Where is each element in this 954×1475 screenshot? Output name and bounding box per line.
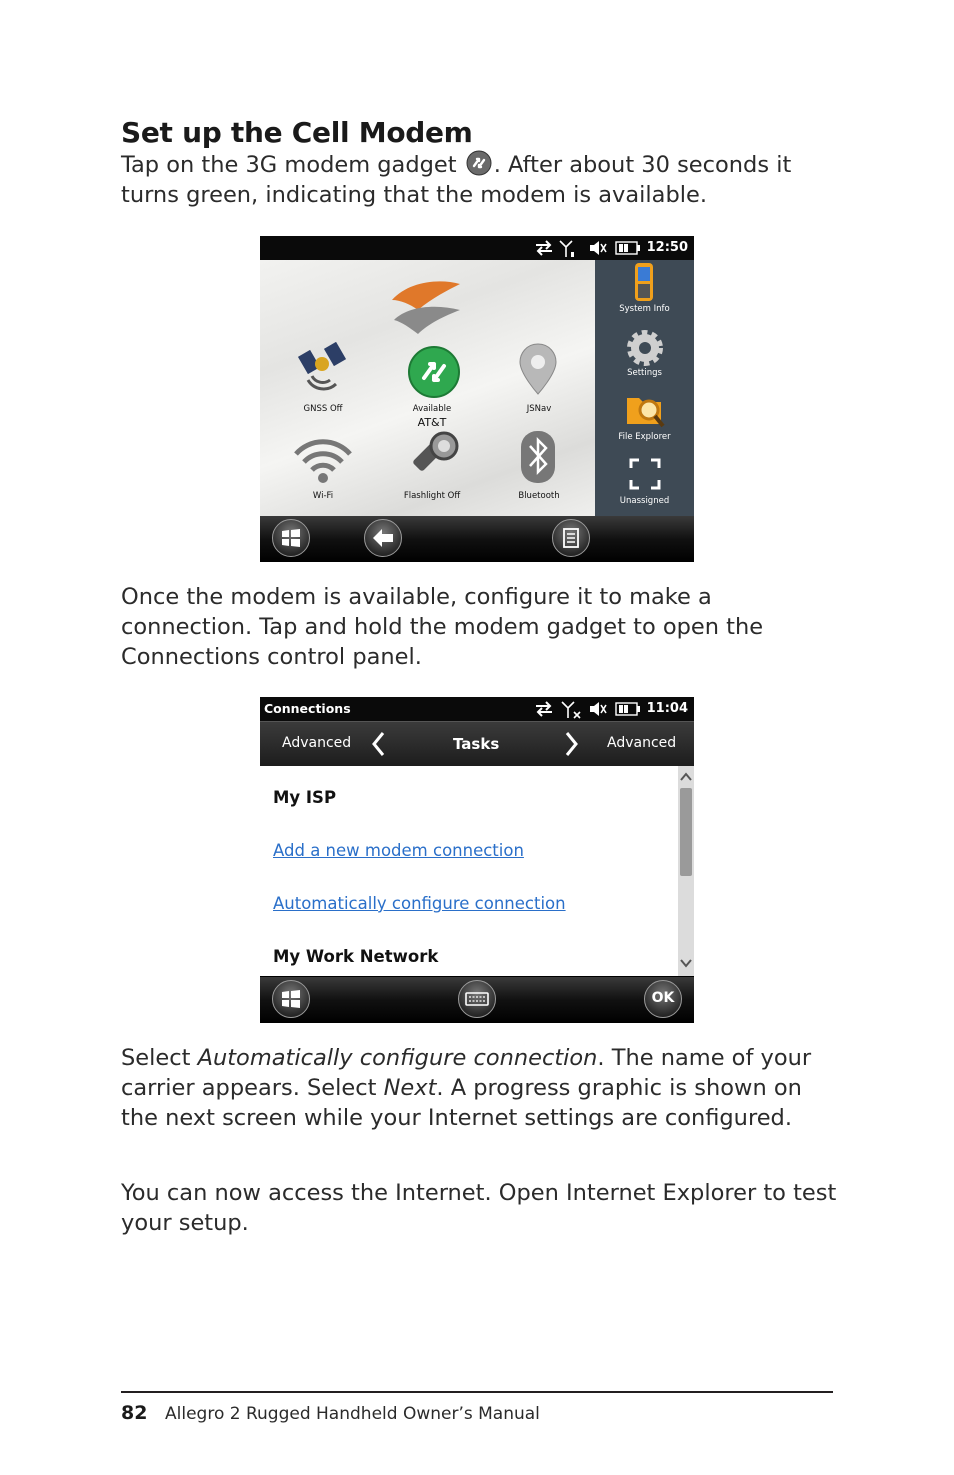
list-heading-my-work-network: My Work Network bbox=[273, 947, 439, 966]
battery-icon bbox=[615, 241, 641, 255]
back-arrow-icon bbox=[365, 520, 401, 556]
start-button[interactable] bbox=[272, 980, 310, 1018]
frame-icon[interactable] bbox=[629, 458, 661, 490]
battery-icon bbox=[615, 702, 641, 716]
scroll-down-icon[interactable] bbox=[679, 956, 693, 970]
intro-text-2: . After about 30 seconds it turns green, indicating that the modem is available. bbox=[121, 152, 792, 208]
sidebar-label-file-explorer: File Explorer bbox=[618, 432, 671, 442]
ok-button[interactable] bbox=[644, 980, 682, 1018]
scroll-thumb[interactable] bbox=[680, 788, 692, 876]
page-heading: Set up the Cell Modem bbox=[121, 116, 473, 149]
para3-emph-2: Next bbox=[383, 1075, 437, 1101]
back-button[interactable] bbox=[364, 519, 402, 557]
para3-text-3: . A progress graphic is shown on the next screen while your Internet settings are configured. bbox=[121, 1075, 802, 1131]
tab-tasks[interactable]: Tasks bbox=[453, 735, 500, 753]
gear-icon[interactable] bbox=[625, 328, 665, 368]
keyboard-button[interactable] bbox=[458, 980, 496, 1018]
chevron-left-icon[interactable] bbox=[370, 730, 386, 758]
paragraph-select bbox=[121, 1043, 841, 1133]
modem-available-icon[interactable] bbox=[408, 346, 460, 398]
menu-button[interactable] bbox=[552, 519, 590, 557]
scroll-up-icon[interactable] bbox=[679, 770, 693, 784]
windows-icon bbox=[273, 981, 309, 1017]
link-add-modem-connection[interactable]: Add a new modem connection bbox=[273, 841, 524, 860]
device-icon[interactable] bbox=[633, 262, 655, 302]
folder-search-icon[interactable] bbox=[625, 390, 665, 430]
tab-advanced-left[interactable]: Advanced bbox=[282, 735, 352, 751]
gadget-label-flashlight: Flashlight Off bbox=[403, 491, 461, 501]
para3-text-2: . The name of your carrier appears. Select bbox=[121, 1045, 812, 1101]
bluetooth-icon[interactable] bbox=[520, 430, 556, 484]
sync-icon bbox=[534, 239, 554, 257]
status-bar-2 bbox=[260, 697, 694, 721]
signal-off-icon bbox=[560, 700, 582, 720]
satellite-icon[interactable] bbox=[296, 342, 350, 396]
speaker-icon bbox=[588, 700, 608, 718]
logo-icon bbox=[388, 276, 464, 336]
connections-screenshot bbox=[260, 697, 694, 1023]
paragraph-internet: You can now access the Internet. Open Internet Explorer to test your setup. bbox=[121, 1180, 837, 1236]
sidebar-label-system-info: System Info bbox=[619, 304, 670, 314]
taskbar bbox=[260, 516, 694, 562]
chevron-right-icon[interactable] bbox=[564, 730, 580, 758]
modem-gadget-icon bbox=[466, 150, 492, 176]
intro-text-1: Tap on the 3G modem gadget bbox=[121, 152, 457, 178]
flashlight-icon[interactable] bbox=[404, 428, 462, 488]
dashboard-wallpaper bbox=[260, 260, 595, 516]
scrollbar[interactable] bbox=[678, 766, 694, 976]
status-bar bbox=[260, 236, 694, 260]
tasks-list bbox=[260, 766, 678, 976]
gadget-label-jsnav: JSNav bbox=[526, 404, 552, 414]
ok-label: OK bbox=[651, 990, 675, 1006]
speaker-icon bbox=[588, 239, 608, 257]
windows-icon bbox=[273, 520, 309, 556]
signal-icon bbox=[558, 239, 578, 257]
gadget-label-bluetooth: Bluetooth bbox=[518, 491, 560, 501]
footer-rule bbox=[121, 1391, 833, 1393]
sidebar-label-settings: Settings bbox=[627, 368, 662, 378]
start-button[interactable] bbox=[272, 519, 310, 557]
gadget-carrier: AT&T bbox=[417, 416, 447, 429]
taskbar-2 bbox=[260, 977, 694, 1023]
link-auto-configure-connection[interactable]: Automatically configure connection bbox=[273, 894, 566, 913]
footer-title: Allegro 2 Rugged Handheld Owner’s Manual bbox=[165, 1404, 540, 1424]
para3-text-1: Select bbox=[121, 1045, 198, 1071]
sync-icon bbox=[534, 700, 554, 718]
gadget-label-gnss: GNSS Off bbox=[303, 404, 343, 414]
keyboard-icon bbox=[459, 981, 495, 1017]
gadget-label-available: Available bbox=[412, 404, 452, 414]
dashboard-screenshot bbox=[260, 236, 694, 562]
para3-emph-1: Automatically configure connection bbox=[197, 1045, 598, 1071]
clock-2: 11:04 bbox=[646, 701, 688, 716]
gadget-label-wifi: Wi-Fi bbox=[312, 491, 334, 501]
tab-navbar bbox=[260, 721, 694, 767]
page-number: 82 bbox=[121, 1402, 148, 1424]
tab-advanced-right[interactable]: Advanced bbox=[607, 735, 677, 751]
clock: 12:50 bbox=[646, 240, 688, 255]
sidebar-label-unassigned: Unassigned bbox=[619, 496, 670, 506]
dashboard-sidebar bbox=[595, 260, 694, 516]
menu-icon bbox=[553, 520, 589, 556]
paragraph-connections: Once the modem is available, configure it to make a connection. Tap and hold the modem gadget to open the Connections control panel. bbox=[121, 584, 764, 670]
intro-paragraph bbox=[121, 150, 841, 210]
screen-title: Connections bbox=[264, 701, 351, 716]
map-pin-icon[interactable] bbox=[516, 342, 560, 398]
list-heading-my-isp: My ISP bbox=[273, 788, 337, 807]
wifi-icon[interactable] bbox=[292, 434, 354, 486]
